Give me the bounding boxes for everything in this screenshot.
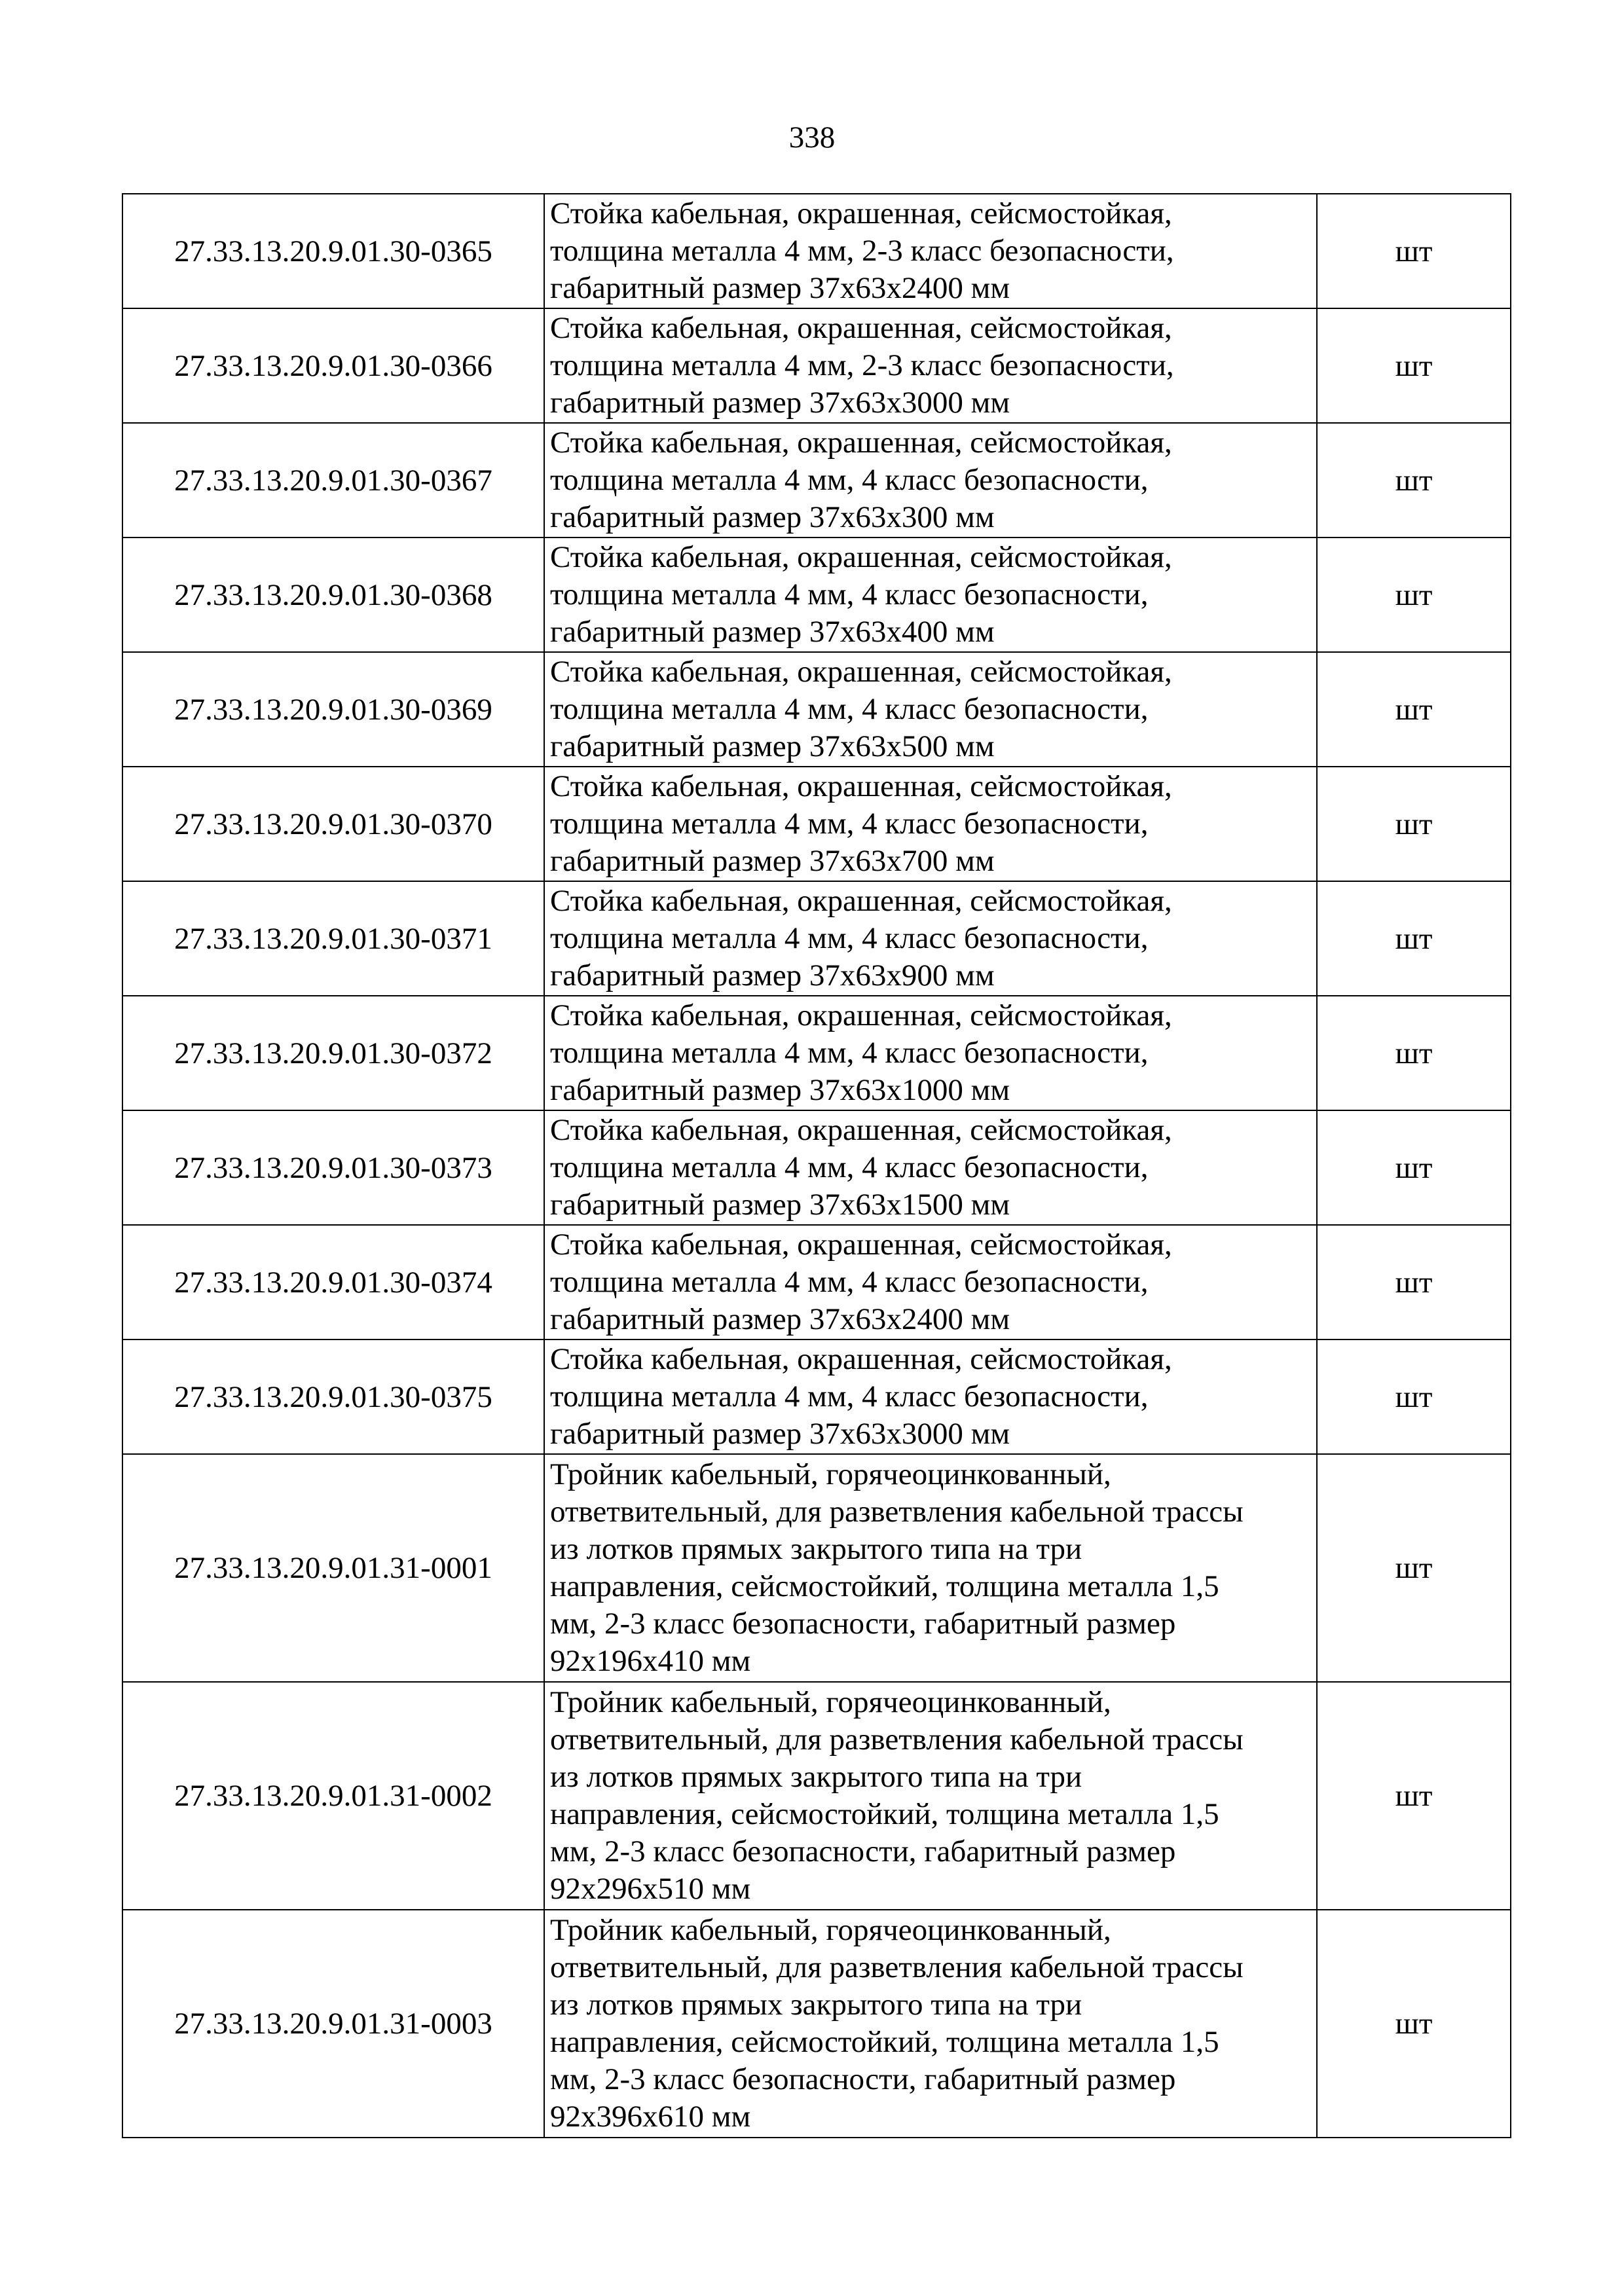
resource-description-cell bbox=[544, 1910, 1317, 2138]
unit-cell: шт bbox=[1317, 423, 1511, 538]
table-row bbox=[122, 881, 1511, 996]
description-line: Стойка кабельная, окрашенная, сейсмостойкая, bbox=[550, 426, 1172, 460]
description-line: габаритный размер 37х63х1500 мм bbox=[550, 1188, 1010, 1222]
resource-description-cell bbox=[544, 1454, 1317, 1682]
description-line: габаритный размер 37х63х400 мм bbox=[550, 615, 995, 649]
table-row bbox=[122, 308, 1511, 423]
description-line: Стойка кабельная, окрашенная, сейсмостойкая, bbox=[550, 540, 1172, 574]
description-line: Стойка кабельная, окрашенная, сейсмостойкая, bbox=[550, 1228, 1172, 1262]
resource-code-cell: 27.33.13.20.9.01.30-0370 bbox=[122, 767, 544, 881]
description-line: толщина металла 4 мм, 4 класс безопасности, bbox=[550, 1150, 1149, 1184]
description-line: толщина металла 4 мм, 4 класс безопасности, bbox=[550, 1265, 1149, 1299]
description-line: толщина металла 4 мм, 4 класс безопасности, bbox=[550, 577, 1149, 611]
description-line: Стойка кабельная, окрашенная, сейсмостойкая, bbox=[550, 884, 1172, 918]
resource-description-cell bbox=[544, 538, 1317, 652]
resource-code-cell: 27.33.13.20.9.01.30-0369 bbox=[122, 652, 544, 767]
unit-cell: шт bbox=[1317, 881, 1511, 996]
description-line: толщина металла 4 мм, 4 класс безопасности, bbox=[550, 921, 1149, 955]
resource-code-cell: 27.33.13.20.9.01.30-0366 bbox=[122, 308, 544, 423]
resource-description-cell bbox=[544, 1682, 1317, 1910]
unit-cell: шт bbox=[1317, 1339, 1511, 1454]
table-row bbox=[122, 1339, 1511, 1454]
description-line: Стойка кабельная, окрашенная, сейсмостойкая, bbox=[550, 998, 1172, 1032]
resource-code-cell: 27.33.13.20.9.01.31-0001 bbox=[122, 1454, 544, 1682]
resource-code-cell: 27.33.13.20.9.01.30-0368 bbox=[122, 538, 544, 652]
description-line: Тройник кабельный, горячеоцинкованный, bbox=[550, 1913, 1111, 1947]
resource-code-cell: 27.33.13.20.9.01.31-0003 bbox=[122, 1910, 544, 2138]
table-row bbox=[122, 1110, 1511, 1225]
resource-code-cell: 27.33.13.20.9.01.30-0365 bbox=[122, 194, 544, 308]
resource-catalog-table bbox=[122, 193, 1511, 2138]
description-line: габаритный размер 37х63х500 мм bbox=[550, 729, 995, 763]
unit-cell: шт bbox=[1317, 194, 1511, 308]
resource-code-cell: 27.33.13.20.9.01.30-0374 bbox=[122, 1225, 544, 1339]
description-line: Стойка кабельная, окрашенная, сейсмостойкая, bbox=[550, 1113, 1172, 1147]
description-line: направления, сейсмостойкий, толщина металла 1,5 bbox=[550, 1569, 1219, 1603]
unit-cell: шт bbox=[1317, 308, 1511, 423]
description-line: габаритный размер 37х63х700 мм bbox=[550, 844, 995, 878]
table-row bbox=[122, 1682, 1511, 1910]
description-line: Стойка кабельная, окрашенная, сейсмостойкая, bbox=[550, 769, 1172, 803]
description-line: Тройник кабельный, горячеоцинкованный, bbox=[550, 1457, 1111, 1491]
resource-code-cell: 27.33.13.20.9.01.30-0372 bbox=[122, 996, 544, 1110]
unit-cell: шт bbox=[1317, 1910, 1511, 2138]
description-line: толщина металла 4 мм, 4 класс безопасности, bbox=[550, 1379, 1149, 1413]
description-line: габаритный размер 37х63х2400 мм bbox=[550, 1302, 1010, 1336]
resource-description-cell bbox=[544, 1225, 1317, 1339]
description-line: Стойка кабельная, окрашенная, сейсмостойкая, bbox=[550, 1342, 1172, 1376]
table-row bbox=[122, 1910, 1511, 2138]
resource-code-cell: 27.33.13.20.9.01.30-0373 bbox=[122, 1110, 544, 1225]
description-line: Стойка кабельная, окрашенная, сейсмостойкая, bbox=[550, 311, 1172, 345]
description-line: направления, сейсмостойкий, толщина металла 1,5 bbox=[550, 2025, 1219, 2059]
description-line: мм, 2-3 класс безопасности, габаритный размер bbox=[550, 1607, 1176, 1641]
resource-description-cell bbox=[544, 881, 1317, 996]
resource-description-cell bbox=[544, 996, 1317, 1110]
table-row bbox=[122, 996, 1511, 1110]
description-line: габаритный размер 37х63х1000 мм bbox=[550, 1073, 1010, 1107]
description-line: толщина металла 4 мм, 4 класс безопасности, bbox=[550, 463, 1149, 497]
description-line: мм, 2-3 класс безопасности, габаритный размер bbox=[550, 2062, 1176, 2096]
resource-description-cell bbox=[544, 194, 1317, 308]
resource-description-cell bbox=[544, 423, 1317, 538]
resource-description-cell bbox=[544, 308, 1317, 423]
unit-cell: шт bbox=[1317, 652, 1511, 767]
description-line: направления, сейсмостойкий, толщина металла 1,5 bbox=[550, 1797, 1219, 1831]
unit-cell: шт bbox=[1317, 996, 1511, 1110]
unit-cell: шт bbox=[1317, 1682, 1511, 1910]
description-line: толщина металла 4 мм, 2-3 класс безопасности, bbox=[550, 348, 1174, 382]
description-line: толщина металла 4 мм, 2-3 класс безопасности, bbox=[550, 234, 1174, 268]
description-line: толщина металла 4 мм, 4 класс безопасности, bbox=[550, 692, 1149, 726]
table-row bbox=[122, 423, 1511, 538]
description-line: габаритный размер 37х63х3000 мм bbox=[550, 1417, 1010, 1451]
description-line: из лотков прямых закрытого типа на три bbox=[550, 1532, 1082, 1566]
resource-code-cell: 27.33.13.20.9.01.31-0002 bbox=[122, 1682, 544, 1910]
table-row bbox=[122, 194, 1511, 308]
description-line: толщина металла 4 мм, 4 класс безопасности, bbox=[550, 1036, 1149, 1070]
unit-cell: шт bbox=[1317, 1110, 1511, 1225]
description-line: Стойка кабельная, окрашенная, сейсмостойкая, bbox=[550, 655, 1172, 689]
resource-code-cell: 27.33.13.20.9.01.30-0371 bbox=[122, 881, 544, 996]
description-line: Тройник кабельный, горячеоцинкованный, bbox=[550, 1685, 1111, 1719]
resource-description-cell bbox=[544, 1339, 1317, 1454]
page-number: 338 bbox=[788, 120, 836, 155]
description-line: из лотков прямых закрытого типа на три bbox=[550, 1988, 1082, 2022]
resource-code-cell: 27.33.13.20.9.01.30-0375 bbox=[122, 1339, 544, 1454]
description-line: габаритный размер 37х63х2400 мм bbox=[550, 271, 1010, 305]
table-row bbox=[122, 538, 1511, 652]
description-line: 92х396х610 мм bbox=[550, 2100, 751, 2134]
unit-cell: шт bbox=[1317, 538, 1511, 652]
description-line: 92х196х410 мм bbox=[550, 1644, 751, 1678]
description-line: габаритный размер 37х63х900 мм bbox=[550, 958, 995, 993]
unit-cell: шт bbox=[1317, 1225, 1511, 1339]
resource-description-cell bbox=[544, 767, 1317, 881]
resource-code-cell: 27.33.13.20.9.01.30-0367 bbox=[122, 423, 544, 538]
description-line: ответвительный, для разветвления кабельной трассы bbox=[550, 1495, 1244, 1529]
table-row bbox=[122, 1225, 1511, 1339]
description-line: из лотков прямых закрытого типа на три bbox=[550, 1760, 1082, 1794]
description-line: мм, 2-3 класс безопасности, габаритный размер bbox=[550, 1834, 1176, 1868]
table-row bbox=[122, 652, 1511, 767]
description-line: габаритный размер 37х63х3000 мм bbox=[550, 386, 1010, 420]
description-line: ответвительный, для разветвления кабельной трассы bbox=[550, 1722, 1244, 1757]
table-row bbox=[122, 1454, 1511, 1682]
description-line: габаритный размер 37х63х300 мм bbox=[550, 500, 995, 534]
resource-description-cell bbox=[544, 1110, 1317, 1225]
description-line: толщина металла 4 мм, 4 класс безопасности, bbox=[550, 807, 1149, 841]
description-line: Стойка кабельная, окрашенная, сейсмостойкая, bbox=[550, 196, 1172, 230]
unit-cell: шт bbox=[1317, 1454, 1511, 1682]
description-line: 92х296х510 мм bbox=[550, 1872, 751, 1906]
description-line: ответвительный, для разветвления кабельной трассы bbox=[550, 1950, 1244, 1984]
unit-cell: шт bbox=[1317, 767, 1511, 881]
resource-description-cell bbox=[544, 652, 1317, 767]
table-row bbox=[122, 767, 1511, 881]
